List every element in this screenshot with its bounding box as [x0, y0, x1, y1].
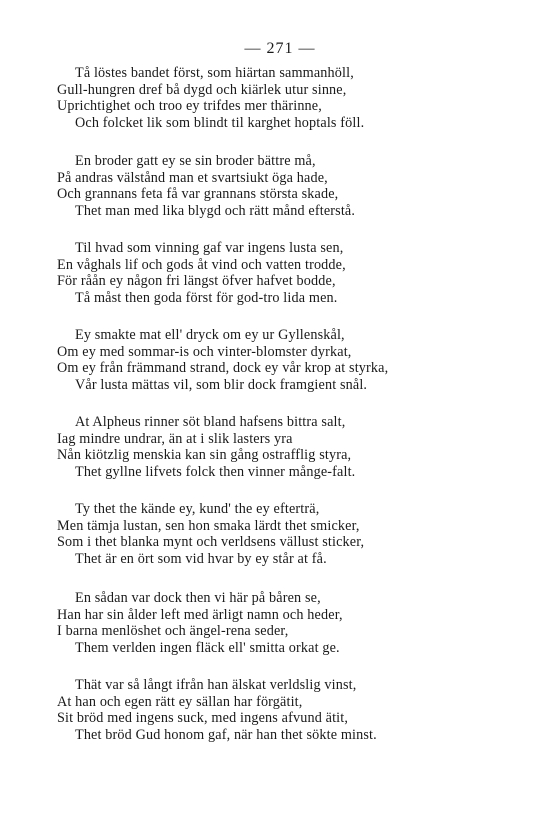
verse-line: At Alpheus rinner söt bland hafsens bittra salt, [75, 414, 346, 430]
verse-line: Thät var så långt ifrån han älskat verldslig vinst, [75, 677, 357, 693]
verse-line: Thet man med lika blygd och rätt månd efterstå. [75, 202, 356, 219]
verse-line: At han och egen rätt ey sällan har förgätit, [57, 693, 303, 710]
verse-line: Til hvad som vinning gaf var ingens lusta sen, [75, 240, 344, 256]
verse-line: Uprichtighet och troo ey trifdes mer thärinne, [57, 98, 322, 114]
verse-line: Sit bröd med ingens suck, med ingens afvund ätit, [57, 710, 349, 726]
page-number: — 271 — [244, 40, 316, 57]
verse-line: För råån ey någon fri längst öfver hafvet bodde, [57, 273, 336, 289]
verse-line: Thet bröd Gud honom gaf, när han thet sökte minst. [75, 726, 377, 743]
verse-line: Gull-hungren dref bå dygd och kiärlek utur sinne, [57, 81, 347, 98]
verse-line: Om ey från främmand strand, dock ey vår krop at styrka, [57, 360, 389, 376]
verse-line: Tå löstes bandet först, som hiärtan sammanhöll, [75, 65, 354, 81]
verse-line: Ey smakte mat ell' dryck om ey ur Gyllenskål, [75, 327, 345, 343]
verse-line: På andras välstånd man et svartsiukt öga hade, [57, 169, 328, 186]
verse-line: Och grannans feta få var grannans största skade, [57, 186, 339, 202]
verse-line: Och folcket lik som blindt til karghet hoptals föll. [75, 114, 365, 131]
verse-line: Men tämja lustan, sen hon smaka lärdt thet smicker, [57, 517, 360, 534]
verse-line: Thet gyllne lifvets folck then vinner månge-falt. [75, 463, 356, 480]
verse-line: Om ey med sommar-is och vinter-blomster dyrkat, [57, 343, 352, 360]
verse-line: Them verlden ingen fläck ell' smitta orkat ge. [75, 639, 340, 656]
verse-line: I barna menlöshet och ängel-rena seder, [57, 623, 289, 639]
verse-line: En våghals lif och gods åt vind och vatten trodde, [57, 256, 346, 273]
verse-line: Som i thet blanka mynt och verldsens vällust sticker, [57, 534, 365, 550]
verse-line: Han har sin ålder left med ärligt namn och heder, [57, 606, 343, 623]
verse-line: Ty thet the kände ey, kund' the ey efterträ, [75, 501, 320, 517]
verse-line: En sådan var dock then vi här på båren se, [75, 590, 321, 606]
verse-line: Vår lusta mättas vil, som blir dock framgient snål. [75, 376, 368, 393]
verse-line: Thet är en ört som vid hvar by ey står at få. [75, 550, 327, 567]
verse-line: Iag mindre undrar, än at i slik lasters yra [57, 430, 293, 447]
verse-line: Tå måst then goda först för god-tro lida men. [75, 289, 338, 306]
verse-line: Nån kiötzlig menskia kan sin gång ostrafflig styra, [57, 447, 352, 463]
verse-line: En broder gatt ey se sin broder bättre må, [75, 153, 316, 169]
